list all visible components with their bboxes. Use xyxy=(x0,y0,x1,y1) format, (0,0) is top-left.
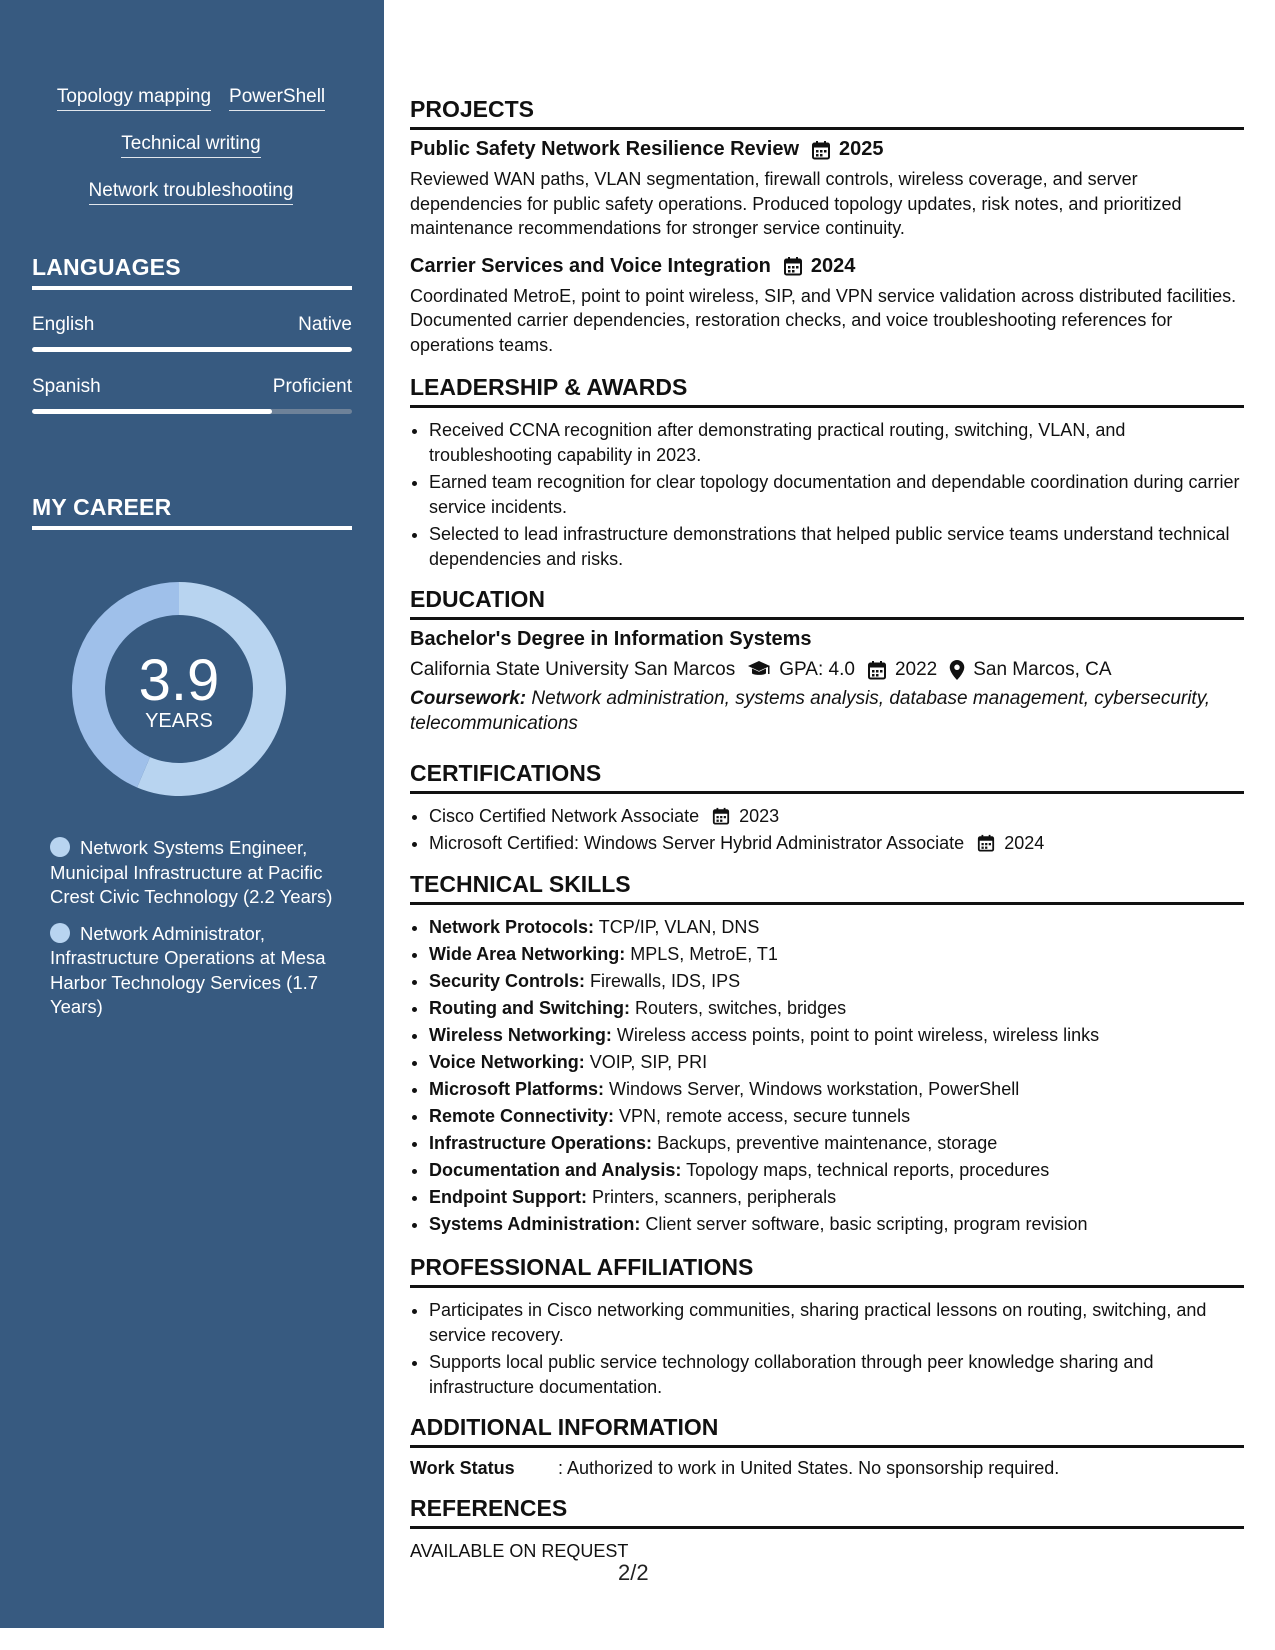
list-item xyxy=(429,1023,1244,1048)
additional-info-title: ADDITIONAL INFORMATION xyxy=(410,1414,1244,1448)
skill-value: Printers, scanners, peripherals xyxy=(591,1187,837,1207)
project-year: 2024 xyxy=(810,254,856,277)
gpa: GPA: 4.0 xyxy=(779,659,855,680)
references-section xyxy=(410,1495,1244,1562)
projects-section xyxy=(410,96,1244,357)
school-location: San Marcos, CA xyxy=(973,659,1112,680)
list-item xyxy=(429,1104,1244,1129)
affiliations-title: PROFESSIONAL AFFILIATIONS xyxy=(410,1254,1244,1288)
career-item-text: Network Systems Engineer, Municipal Infrastructure at Pacific Crest Civic Technology (2.2 Years) xyxy=(50,837,333,907)
skills-row xyxy=(30,133,352,158)
skill-value: TCP/IP, VLAN, DNS xyxy=(598,917,760,937)
affiliations-list xyxy=(410,1298,1244,1399)
location-pin-icon xyxy=(949,660,965,680)
career-title: MY CAREER xyxy=(32,494,352,530)
leadership-list xyxy=(410,418,1244,571)
skill-label: Systems Administration: xyxy=(429,1214,641,1234)
language-level: Proficient xyxy=(272,376,352,397)
calendar-icon xyxy=(811,140,831,160)
skill-label: Voice Networking: xyxy=(429,1052,585,1072)
education-section xyxy=(410,586,1244,736)
list-item: • Participates in Cisco networking communities, sharing practical lessons on routing, switching, and service recovery. xyxy=(429,1298,1244,1347)
skill-tag: Topology mapping xyxy=(57,86,211,111)
technical-skills-section xyxy=(410,871,1244,1239)
language-bar xyxy=(32,347,352,352)
list-item xyxy=(429,996,1244,1021)
main-content xyxy=(410,0,1244,1650)
sidebar xyxy=(0,0,384,1628)
skill-label: Endpoint Support: xyxy=(429,1187,587,1207)
calendar-icon xyxy=(867,660,887,680)
skill-label: Wireless Networking: xyxy=(429,1025,612,1045)
skill-value: MPLS, MetroE, T1 xyxy=(630,944,778,964)
certifications-section xyxy=(410,760,1244,858)
career-section xyxy=(32,494,352,530)
technical-skills-title: TECHNICAL SKILLS xyxy=(410,871,1244,905)
certifications-list xyxy=(410,804,1244,856)
work-status-value: : Authorized to work in United States. No sponsorship required. xyxy=(558,1458,1060,1478)
page-number: 2/2 xyxy=(618,1560,649,1585)
skill-value: Wireless access points, point to point wireless, wireless links xyxy=(616,1025,1100,1045)
skill-value: Topology maps, technical reports, procedures xyxy=(686,1160,1050,1180)
skill-value: Client server software, basic scripting, program revision xyxy=(645,1214,1088,1234)
list-item xyxy=(429,1077,1244,1102)
list-item: • Received CCNA recognition after demonstrating practical routing, switching, VLAN, and troubleshooting capability in 2023. xyxy=(429,418,1244,467)
degree-title: Bachelor's Degree in Information Systems xyxy=(410,628,812,650)
references-title: REFERENCES xyxy=(410,1495,1244,1529)
list-item xyxy=(429,1185,1244,1210)
languages-section xyxy=(32,254,352,414)
project-description: Reviewed WAN paths, VLAN segmentation, firewall controls, wireless coverage, and server dependencies for public safety operations. Produced topology updates, risk notes, and prioritized maintenance recommendations for stronger service continuity. xyxy=(410,169,1182,238)
skill-value: VPN, remote access, secure tunnels xyxy=(619,1106,911,1126)
affiliations-section xyxy=(410,1254,1244,1402)
skill-value: Windows Server, Windows workstation, PowerShell xyxy=(609,1079,1020,1099)
language-name: English xyxy=(32,314,95,335)
skill-value: Routers, switches, bridges xyxy=(635,998,847,1018)
skill-tag: Technical writing xyxy=(121,133,260,158)
project-name: Public Safety Network Resilience Review xyxy=(410,138,800,160)
career-item-text: Network Administrator, Infrastructure Operations at Mesa Harbor Technology Services (1.7 Years) xyxy=(50,922,326,1017)
projects-title: PROJECTS xyxy=(410,96,1244,130)
skill-tag: Network troubleshooting xyxy=(89,180,294,205)
career-total-years: 3.9 xyxy=(138,648,220,713)
skill-label: Wide Area Networking: xyxy=(429,944,626,964)
language-bar-fill xyxy=(32,409,272,414)
list-item: • Earned team recognition for clear topology documentation and dependable coordination during carrier service incidents. xyxy=(429,470,1244,519)
list-item xyxy=(429,1158,1244,1183)
calendar-icon xyxy=(712,807,730,825)
list-item xyxy=(429,969,1244,994)
career-list xyxy=(50,836,340,1032)
skill-value: Firewalls, IDS, IPS xyxy=(590,971,741,991)
skills-row xyxy=(30,86,352,111)
education-details xyxy=(410,659,1244,681)
work-status-row xyxy=(410,1458,1244,1479)
coursework-text: Network administration, systems analysis, database management, cybersecurity, telecommunications xyxy=(410,688,1211,734)
cert-name: Microsoft Certified: Windows Server Hybrid Administrator Associate xyxy=(429,833,965,853)
skill-label: Security Controls: xyxy=(429,971,586,991)
graduation-cap-icon xyxy=(747,660,771,680)
career-dot-icon xyxy=(50,837,70,857)
education-title: EDUCATION xyxy=(410,586,1244,620)
graduation-year: 2022 xyxy=(894,659,938,680)
list-item xyxy=(429,1212,1244,1237)
skill-label: Routing and Switching: xyxy=(429,998,630,1018)
certifications-title: CERTIFICATIONS xyxy=(410,760,1244,794)
skill-label: Documentation and Analysis: xyxy=(429,1160,682,1180)
cert-year: 2024 xyxy=(1004,833,1045,853)
list-item xyxy=(429,942,1244,967)
list-item xyxy=(429,804,1244,829)
career-item xyxy=(50,836,340,910)
career-years-unit: YEARS xyxy=(145,710,213,732)
cert-name: Cisco Certified Network Associate xyxy=(429,806,700,826)
skills-row xyxy=(30,180,352,205)
skill-value: VOIP, SIP, PRI xyxy=(589,1052,708,1072)
skills-cloud xyxy=(30,86,352,227)
skill-label: Network Protocols: xyxy=(429,917,595,937)
leadership-section xyxy=(410,374,1244,574)
career-item xyxy=(50,922,340,1020)
calendar-icon xyxy=(783,256,803,276)
language-item xyxy=(32,376,352,414)
project-title xyxy=(410,255,1244,278)
language-name: Spanish xyxy=(32,376,101,397)
list-item xyxy=(429,831,1244,856)
language-item xyxy=(32,314,352,352)
technical-skills-list xyxy=(410,915,1244,1237)
skill-label: Remote Connectivity: xyxy=(429,1106,615,1126)
skill-label: Infrastructure Operations: xyxy=(429,1133,653,1153)
list-item xyxy=(429,1131,1244,1156)
list-item: • Selected to lead infrastructure demonstrations that helped public service teams understand technical dependencies and risks. xyxy=(429,522,1244,571)
skill-value: Backups, preventive maintenance, storage xyxy=(657,1133,998,1153)
language-bar xyxy=(32,409,352,414)
project-title xyxy=(410,138,1244,161)
skill-label: Microsoft Platforms: xyxy=(429,1079,605,1099)
languages-title: LANGUAGES xyxy=(32,254,352,290)
language-bar-fill xyxy=(32,347,352,352)
additional-info-section xyxy=(410,1414,1244,1479)
project-name: Carrier Services and Voice Integration xyxy=(410,254,771,277)
skill-tag: PowerShell xyxy=(229,86,325,111)
calendar-icon xyxy=(977,834,995,852)
cert-year: 2023 xyxy=(739,806,780,826)
references-text: AVAILABLE ON REQUEST xyxy=(410,1541,629,1561)
language-level: Native xyxy=(298,314,352,335)
project-description: Coordinated MetroE, point to point wireless, SIP, and VPN service validation across distributed facilities. Documented carrier dependencies, restoration checks, and voice troubleshooting references for operations teams. xyxy=(410,285,1237,355)
list-item xyxy=(429,915,1244,940)
list-item: • Supports local public service technology collaboration through peer knowledge sharing and infrastructure documentation. xyxy=(429,1350,1244,1399)
leadership-title: LEADERSHIP & AWARDS xyxy=(410,374,1244,408)
project-year: 2025 xyxy=(839,138,884,160)
coursework-label: Coursework: xyxy=(410,688,527,709)
career-donut-chart xyxy=(66,576,292,802)
school-name: California State University San Marcos xyxy=(410,659,736,680)
career-dot-icon xyxy=(50,923,70,943)
coursework xyxy=(410,687,1244,736)
work-status-label: Work Status xyxy=(410,1458,515,1478)
list-item xyxy=(429,1050,1244,1075)
